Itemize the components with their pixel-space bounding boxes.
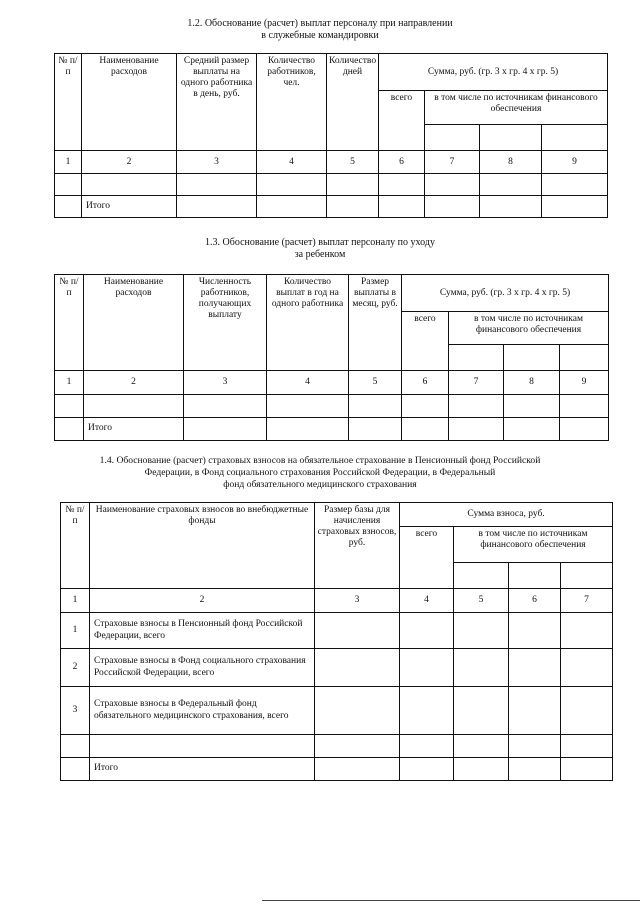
cell[interactable] <box>61 758 90 781</box>
section-1-2-title <box>0 18 640 42</box>
contribution-name: Страховые взносы в Федеральный фонд обязательного медицинского страхования, всего <box>90 687 315 735</box>
cell[interactable] <box>504 418 560 441</box>
cell[interactable] <box>561 687 613 735</box>
cell[interactable] <box>542 174 608 196</box>
header-source-cell <box>560 345 609 371</box>
total-label: Итого <box>90 758 315 781</box>
col-number: 1 <box>55 151 82 174</box>
table-insurance-contributions <box>60 502 613 781</box>
header-contribution-name: Наименование страховых взносов во внебюджетные фонды <box>90 503 315 589</box>
cell[interactable] <box>449 418 504 441</box>
cell[interactable] <box>561 649 613 687</box>
header-num: № п/п <box>55 275 84 371</box>
column-number-row <box>61 589 613 613</box>
col-number: 6 <box>379 151 425 174</box>
header-num: № п/п <box>61 503 90 589</box>
cell[interactable] <box>560 395 609 418</box>
table-row <box>61 687 613 735</box>
col-number: 5 <box>349 371 402 395</box>
cell[interactable] <box>454 687 509 735</box>
cell[interactable] <box>400 687 454 735</box>
cell[interactable] <box>449 395 504 418</box>
header-payment-size: Размер выплаты в месяц, руб. <box>349 275 402 371</box>
col-number: 6 <box>402 371 449 395</box>
cell[interactable] <box>327 174 379 196</box>
section-1-4-title-line3: фонд обязательного медицинского страхования <box>223 479 417 490</box>
col-number: 4 <box>267 371 349 395</box>
cell[interactable] <box>257 174 327 196</box>
cell[interactable] <box>561 735 613 758</box>
cell[interactable] <box>315 613 400 649</box>
cell[interactable] <box>542 196 608 218</box>
cell[interactable] <box>425 174 480 196</box>
cell[interactable] <box>55 196 82 218</box>
cell[interactable] <box>177 174 257 196</box>
contribution-name: Страховые взносы в Фонд социального страхования Российской Федерации, всего <box>90 649 315 687</box>
cell[interactable] <box>315 649 400 687</box>
header-source-cell <box>561 563 613 589</box>
table-row <box>55 395 609 418</box>
section-1-4-title <box>0 455 640 491</box>
cell[interactable] <box>55 395 84 418</box>
cell[interactable] <box>402 395 449 418</box>
header-sum: Сумма взноса, руб. <box>400 503 613 527</box>
total-row <box>55 418 609 441</box>
cell[interactable] <box>327 196 379 218</box>
col-number: 3 <box>177 151 257 174</box>
cell[interactable] <box>379 174 425 196</box>
cell[interactable] <box>400 735 454 758</box>
contribution-name: Страховые взносы в Пенсионный фонд Российской Федерации, всего <box>90 613 315 649</box>
header-total: всего <box>402 312 449 371</box>
col-number: 9 <box>560 371 609 395</box>
cell[interactable] <box>257 196 327 218</box>
row-number: 1 <box>61 613 90 649</box>
cell[interactable] <box>55 418 84 441</box>
table-travel-expenses <box>54 53 608 218</box>
col-number: 5 <box>327 151 379 174</box>
cell[interactable] <box>561 613 613 649</box>
table-row <box>61 613 613 649</box>
cell[interactable] <box>509 687 561 735</box>
col-number: 3 <box>315 589 400 613</box>
cell[interactable] <box>349 418 402 441</box>
header-source-cell <box>509 563 561 589</box>
section-1-3-title-line1: 1.3. Обоснование (расчет) выплат персоналу по уходу <box>205 237 435 248</box>
col-number: 3 <box>184 371 267 395</box>
header-payment-count: Количество выплат в год на одного работника <box>267 275 349 371</box>
footer-divider <box>262 900 640 901</box>
column-number-row <box>55 151 608 174</box>
cell[interactable] <box>184 418 267 441</box>
row-number: 2 <box>61 649 90 687</box>
table-childcare-payments <box>54 274 609 441</box>
cell[interactable] <box>400 613 454 649</box>
col-number: 4 <box>257 151 327 174</box>
table-row <box>61 735 613 758</box>
header-sources: в том числе по источникам финансового обеспечения <box>449 312 609 345</box>
col-number: 9 <box>542 151 608 174</box>
header-expense-name: Наименование расходов <box>82 54 177 151</box>
cell[interactable] <box>82 174 177 196</box>
header-source-cell <box>504 345 560 371</box>
cell[interactable] <box>425 196 480 218</box>
col-number: 7 <box>449 371 504 395</box>
header-source-cell <box>454 563 509 589</box>
header-worker-count: Численность работников, получающих выплату <box>184 275 267 371</box>
col-number: 6 <box>509 589 561 613</box>
col-number: 5 <box>454 589 509 613</box>
cell[interactable] <box>454 613 509 649</box>
header-avg-payment: Средний размер выплаты на одного работника в день, руб. <box>177 54 257 151</box>
row-number: 3 <box>61 687 90 735</box>
header-sources: в том числе по источникам финансового обеспечения <box>425 91 608 125</box>
header-sum: Сумма, руб. (гр. 3 х гр. 4 х гр. 5) <box>402 275 609 312</box>
col-number: 2 <box>84 371 184 395</box>
col-number: 1 <box>55 371 84 395</box>
cell[interactable] <box>560 418 609 441</box>
cell[interactable] <box>177 196 257 218</box>
header-source-cell <box>449 345 504 371</box>
header-sum: Сумма, руб. (гр. 3 х гр. 4 х гр. 5) <box>379 54 608 91</box>
cell[interactable] <box>184 395 267 418</box>
column-number-row <box>55 371 609 395</box>
col-number: 7 <box>425 151 480 174</box>
table-row <box>55 174 608 196</box>
col-number: 2 <box>90 589 315 613</box>
section-1-3-title-line2: за ребенком <box>294 249 346 260</box>
cell[interactable] <box>400 758 454 781</box>
cell[interactable] <box>315 758 400 781</box>
header-base-size: Размер базы для начисления страховых взносов, руб. <box>315 503 400 589</box>
cell[interactable] <box>90 735 315 758</box>
cell[interactable] <box>509 649 561 687</box>
cell[interactable] <box>55 174 82 196</box>
cell[interactable] <box>480 196 542 218</box>
cell[interactable] <box>402 418 449 441</box>
cell[interactable] <box>480 174 542 196</box>
section-1-3-title <box>0 237 640 261</box>
col-number: 8 <box>480 151 542 174</box>
header-expense-name: Наименование расходов <box>84 275 184 371</box>
total-row <box>55 196 608 218</box>
cell[interactable] <box>454 649 509 687</box>
cell[interactable] <box>379 196 425 218</box>
cell[interactable] <box>561 758 613 781</box>
section-1-2-title-line1: 1.2. Обоснование (расчет) выплат персоналу при направлении <box>187 18 453 29</box>
total-row <box>61 758 613 781</box>
cell[interactable] <box>454 735 509 758</box>
col-number: 2 <box>82 151 177 174</box>
header-total: всего <box>400 527 454 589</box>
section-1-4-title-line2: Федерации, в Фонд социального страхования Российской Федерации, в Федеральный <box>144 467 496 478</box>
header-sources: в том числе по источникам финансового обеспечения <box>454 527 613 563</box>
total-label: Итого <box>82 196 177 218</box>
cell[interactable] <box>267 418 349 441</box>
cell[interactable] <box>315 687 400 735</box>
section-1-4-title-line1: 1.4. Обоснование (расчет) страховых взносов на обязательное страхование в Пенсионный фонд Российской <box>99 455 541 466</box>
col-number: 8 <box>504 371 560 395</box>
cell[interactable] <box>315 735 400 758</box>
header-source-cell <box>480 125 542 151</box>
section-1-2-title-line2: в служебные командировки <box>261 30 379 41</box>
cell[interactable] <box>509 613 561 649</box>
header-worker-count: Количество работников, чел. <box>257 54 327 151</box>
table-row <box>61 649 613 687</box>
header-num: № п/п <box>55 54 82 151</box>
header-days: Количество дней <box>327 54 379 151</box>
cell[interactable] <box>509 758 561 781</box>
cell[interactable] <box>509 735 561 758</box>
cell[interactable] <box>349 395 402 418</box>
cell[interactable] <box>61 735 90 758</box>
total-label: Итого <box>84 418 184 441</box>
header-source-cell <box>425 125 480 151</box>
cell[interactable] <box>504 395 560 418</box>
col-number: 1 <box>61 589 90 613</box>
header-source-cell <box>542 125 608 151</box>
col-number: 7 <box>561 589 613 613</box>
cell[interactable] <box>267 395 349 418</box>
cell[interactable] <box>400 649 454 687</box>
cell[interactable] <box>454 758 509 781</box>
header-total: всего <box>379 91 425 151</box>
cell[interactable] <box>84 395 184 418</box>
col-number: 4 <box>400 589 454 613</box>
